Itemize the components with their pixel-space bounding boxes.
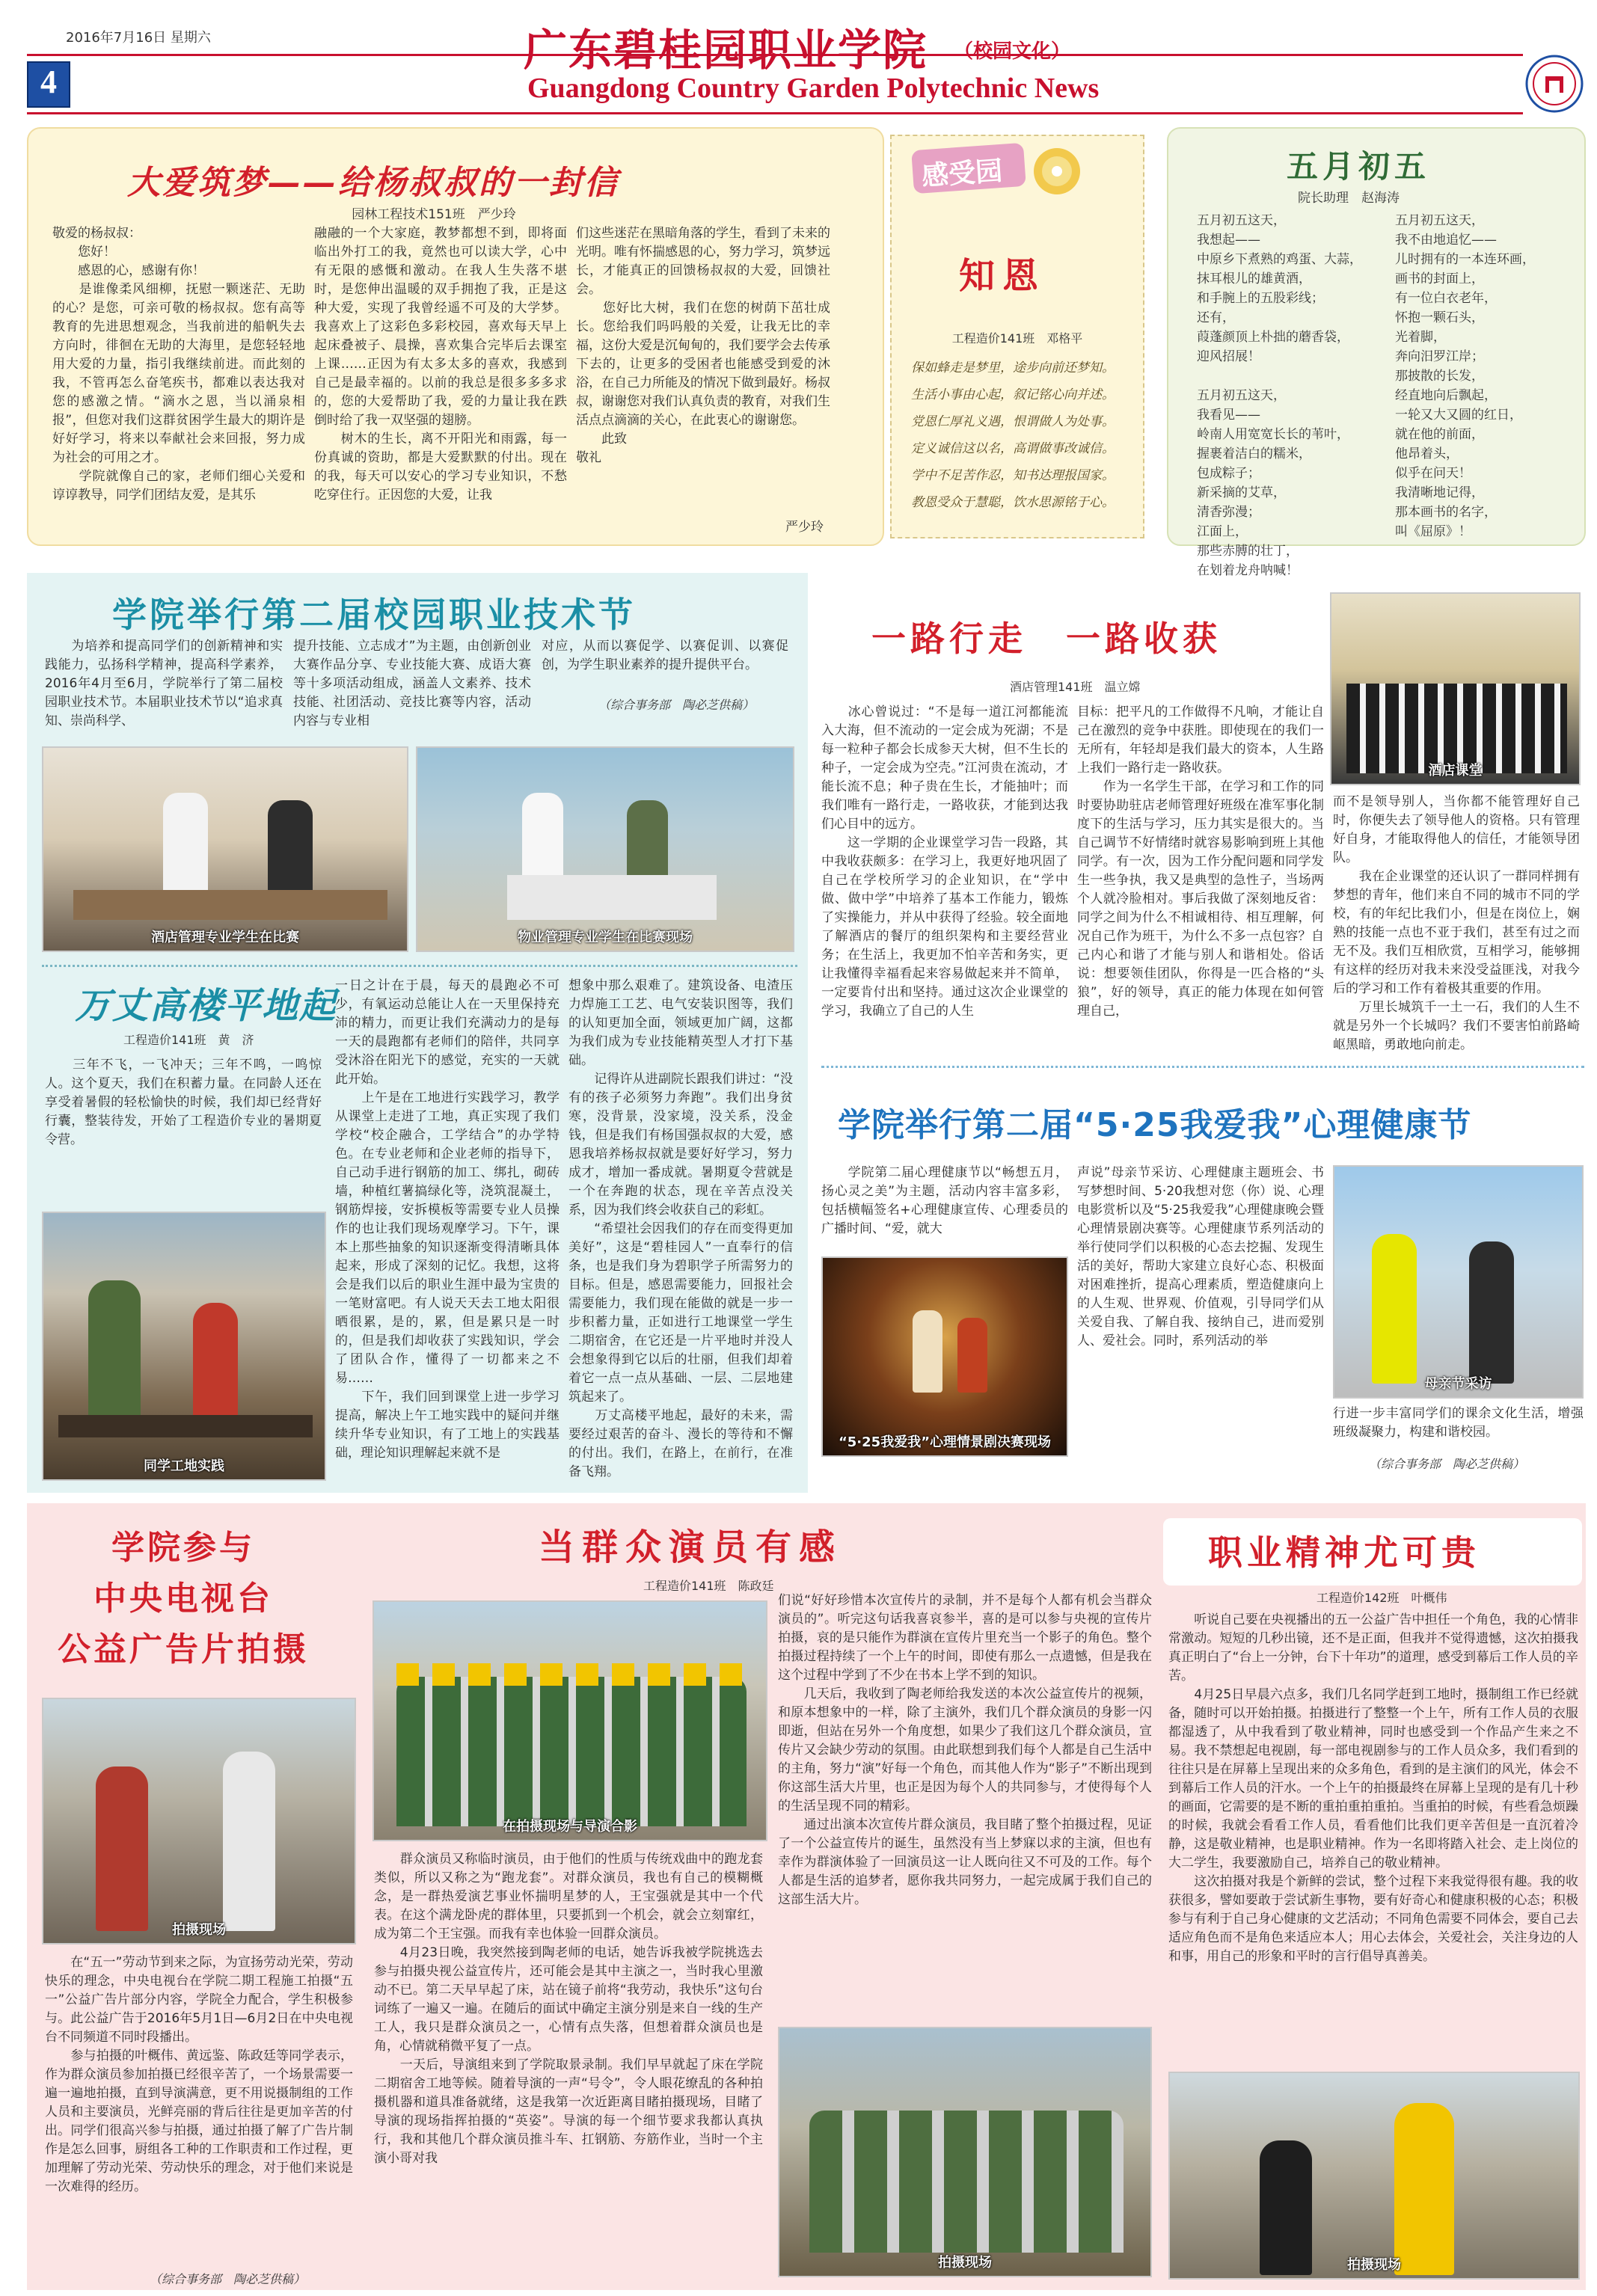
professionalism-byline: 工程造价142班 叶概伟 (1316, 1591, 1447, 1605)
skills-festival-column-1: 为培养和提高同学们的创新精神和实践能力，弘扬科学精神，提高科学素养，2016年4月至6月，学院举行了第二届校园职业技术节。本届职业技术节以“追求真知、崇尚科学、 (45, 639, 283, 728)
section-divider (42, 965, 797, 967)
cctv-title-line: 学院参与 (111, 1529, 255, 1567)
letter-column-1: 敬爱的杨叔叔： 您好！ 感恩的心，感谢有你！ 是谁像柔风细柳，抚慰一颗迷茫、无助的心？是您，可亲可敬的杨叔叔。您有高等教育的先进思想观念，当我前进的船帆失去方向时，徘徊在无助的大海里，是您轻轻地用大爱的力量，指引我继续前进。而此刻的我，不管再怎么奋笔疾书，都难以表达我对您的感激之情。“滴水之恩，当以涌泉相报”，但您对我们这群贫困学生最大的期许是好好学习，将来以奉献社会来回报，努力成为社会的可用之才。 学院就像自己的家，老师们细心关爱和谆谆教导，同学们团结友爱，是其乐 (52, 226, 305, 503)
photo-figure (957, 1318, 987, 1393)
skills-festival-column-3: 对应，从而以赛促学、以赛促训、以赛促创，为学生职业素养的提升提供平台。 (542, 639, 788, 672)
photo-cctv-filming (42, 1698, 356, 1944)
extras-title: 当群众演员有感 (539, 1526, 843, 1568)
photo-hotel-competition (42, 746, 408, 952)
photo-figure (96, 1766, 148, 1931)
mental-health-column-3: 行进一步丰富同学们的课余文化生活，增强班级凝聚力，构建和谐校园。 (1333, 1406, 1584, 1440)
gratitude-byline: 工程造价141班 邓格平 (951, 331, 1083, 346)
gratitude-title: 知恩 (959, 255, 1046, 297)
photo-rebar (58, 1415, 313, 1437)
professionalism-body: 听说自己要在央视播出的五一公益广告中担任一个角色，我的心情非常激动。短短的几秒出镜，还不是正面，但我并不觉得遗憾，这次拍摄我真正明白了“台上一分钟，台下十年功”的道理，感受到幕后工作人员的辛苦。 4月25日早晨六点多，我们几名同学赶到工地时，摄制组工作已经就备，随时可以开始拍摄。拍摄进行了整整一个上午，所有工作人员的衣服都湿透了，从中我看到了敬业精神，同时也感受到一个作品产生来之不易。我不禁想起电视剧，每一部电视剧参与的工作人员众多，我们看到的往往只是在屏幕上呈现出来的众多角色，看到的是主演们的风光，体会不到幕后工作人员的汗水。一个上午的拍摄最终在屏幕上呈现的是有几十秒的画面，它需要的是不断的重拍重拍重拍。当重拍的时候，有些看急烦躁的时候，我就会看看工作人员，看看他们比我们更辛苦但是一直沉着冷静，这是敬业精神，也是职业精神。作为一名即将踏入社会、走上岗位的大二学生，我要激励自己，培养自己的敬业精神。 这次拍摄对我是个新鲜的尝试，整个过程下来我觉得很有趣。我的收获很多，譬如要敢于尝试新生事物，要有好奇心和健康积极的心态；积极参与有利于自己身心健康的文艺活动；不同角色需要不同体会，要自己去适应角色而不是角色来适应本人；用心去体会，关爱社会，关注身边的人和事，用自己的形象和平时的言行倡导真善美。 (1168, 1612, 1578, 1964)
photo-figure (223, 1752, 275, 1931)
photo-caption: 同学工地实践 (144, 1458, 224, 1474)
cctv-title-line: 公益广告片拍摄 (58, 1630, 309, 1669)
mental-health-source: （综合事务部 陶必芝供稿） (1369, 1457, 1525, 1471)
cctv-body: 在“五一”劳动节到来之际，为宣扬劳动光荣，劳动快乐的理念，中央电视台在学院二期工程施工拍摄“五一”公益广告片部分内容，学院全力配合，学生积极参与。此公益广告于2016年5月1日—6月2日在中央电视台不同频道不同时段播出。 参与拍摄的叶概伟、黄远鉴、陈政廷等同学表示，作为群众演员参加拍摄已经很辛苦了，一个场景需要一遍一遍地拍摄，直到导演满意，更不用说摄制组的工作人员和主要演员，光鲜亮丽的背后往往是更加辛苦的付出。同学们很高兴参与拍摄，通过拍摄了解了广告片制作是怎么回事，厨组各工种的工作职责和工作过程，更加理解了劳动光荣、劳动快乐的理念，对于他们来说是一次难得的经历。 (45, 1955, 353, 2194)
cctv-source: （综合事务部 陶必芝供稿） (150, 2272, 306, 2286)
extras-column-2: 们说“好好珍惜本次宣传片的录制，并不是每个人都有机会当群众演员的”。听完这句话我喜哀参半，喜的是可以参与央视的宣传片拍摄，哀的是只能作为群演在宣传片里充当一个影子的角色。整个拍摄过程持续了一个上午的时间，即使有那么一点遗憾，但是我在这个过程中学到了不少在书本上学不到的知识。 几天后，我收到了陶老师给我发送的本次公益宣传片的视频，和原本想象中的一样，除了主演外，我们几个群众演员的身影一闪即逝，但站在另外一个角度想，如果少了我们这几个群众演员，宣传片又会缺少劳动的氛围。由此联想到我们每个人都是自己生活中的主角，努力“演”好每一个角色，而其他人作为“影子”不断出现到你这部生活大片里，也正是因为每个人的共同参与，才使得每个人的生活呈现不同的精彩。 通过出演本次宣传片群众演员，我目睹了整个拍摄过程，见证了一个公益宣传片的诞生，虽然没有当上梦寐以求的主演，但也有幸作为群演体验了一回演员这一让人既向往又不可及的工作。每个人都是生活的追梦者，愿你我共同努力，一起完成属于我们自己的这部生活大片。 (778, 1593, 1152, 1907)
gratitude-line: 学中不足苦作忍，知书达理报国家。 (911, 468, 1115, 483)
photo-mothers-day-interview (1333, 1165, 1584, 1399)
letter-title: 大爱筑梦——给杨叔叔的一封信 (127, 164, 619, 202)
masthead (0, 0, 1597, 118)
letter-byline: 园林工程技术151班 严少玲 (352, 207, 516, 222)
photo-property-competition (416, 746, 794, 952)
photo-caption: 拍摄现场 (1347, 2257, 1401, 2273)
high-rise-title: 万丈高楼平地起 (75, 985, 337, 1027)
extras-byline: 工程造价141班 陈政廷 (643, 1579, 774, 1593)
photo-helmets (396, 1663, 747, 1686)
mental-health-column-1: 学院第二届心理健康节以“畅想五月，扬心灵之美”为主题，活动内容丰富多彩，包括横幅签名+心理健康宣传、心理委员的广播时间、“爱，就大 (821, 1165, 1068, 1236)
skills-festival-column-2: 提升技能、立志成才”为主题，由创新创业大赛作品分享、专业技能大赛、成语大赛等十多项活动组成，涵盖人文素养、技术技能、社团活动、竞技比赛等内容，活动内容与专业相 (293, 639, 531, 728)
dragon-poem-byline: 院长助理 赵海涛 (1298, 191, 1400, 206)
gratitude-line: 定义诚信这以名，高谓做事改诚信。 (911, 441, 1115, 456)
high-rise-column-2: 一日之计在于晨，每天的晨跑必不可少，有氧运动总能让人在一天里保持充沛的精力，而更让我们充满动力的是每一天的晨跑都有老师们的陪伴，共同享受沐浴在阳光下的感觉，充实的一天就此开始。 上午是在工地进行实践学习，教学从课堂上走进了工地，真正实现了我们学校“校企融合，工学结合”的办学特色。在专业老师和企业老师的指导下，自己动手进行钢筋的加工、绑扎，砌砖墙，种植红薯搞绿化等，浇筑混凝土，钢筋焊接，安拆模板等需要专业人员操作的也让我们现场观摩学习。下午，课本上那些抽象的知识逐渐变得清晰具体起来，形成了深刻的记忆。我想，这将会是我们以后的职业生涯中最为宝贵的一笔财富吧。有人说天天去工地太阳很晒很累，是的，累，但是累只是一时的，但是我们却收获了实践知识，学会了团队合作，懂得了一切都来之不易…… 下午，我们回到课堂上进一步学习提高，解决上午工地实践中的疑问并继续升华专业知识，有了工地上的实践基础，理论知识理解起来就不是 (335, 978, 560, 1461)
school-seal-logo (1524, 54, 1584, 114)
mental-health-column-2: 声说”母亲节采访、心理健康主题班会、书写梦想时间、5·20我想对您（你）说、心理电影赏析以及“5·25我爱我”心理健康晚会暨心理情景剧决赛等。心理健康节系列活动的举行使同学们以积极的心态去挖掘、发现生活的美好，帮助大家建立良好心态、积极面对困难挫折，提高心理素质，塑造健康向上的人生观、世界观、价值观，引导同学们从关爱自我、了解自我、接纳自己，进而爱别人、爱社会。同时，系列活动的举 (1077, 1165, 1324, 1348)
mental-health-title: 学院举行第二届“5·25我爱我”心理健康节 (838, 1106, 1472, 1144)
issue-date: 2016年7月16日 星期六 (66, 30, 211, 46)
english-name: Guangdong Country Garden Polytechnic News (527, 73, 1100, 104)
photo-caption: 在拍摄现场与导演合影 (503, 1819, 637, 1835)
cctv-title (45, 1523, 322, 1675)
photo-director-group (373, 1600, 767, 1841)
journey-byline: 酒店管理141班 温立嫦 (1010, 680, 1141, 694)
high-rise-byline: 工程造价141班 黄 济 (123, 1033, 254, 1047)
photo-caption: 拍摄现场 (172, 1922, 226, 1938)
photo-caption: 母亲节采访 (1424, 1376, 1492, 1392)
gratitude-line: 保如蜂走是梦里，途步向前还梦知。 (911, 360, 1115, 375)
letter-column-2: 融融的一个大家庭，教梦都想不到，即将面临出外打工的我，竟然也可以读大学，心中有无限的感慨和激动。在我人生失落不堪时，是您伸出温暖的双手拥抱了我，正是这种大爱，实现了我曾经遥不可及的大学梦。我喜欢上了这彩色多彩校园，喜欢每天早上起床叠被子、晨操，喜欢集合完毕后去课室上课……正因为有太多太多的喜欢，我感到自己是最幸福的。以前的我总是很多多多求的，您的大爱帮助了我，爱的力量让我在跌倒时给了我一双坚强的翅膀。 树木的生长，离不开阳光和雨露，每一份真诚的资助，都是大爱默默的付出。现在的我，每天可以安心的学习专业知识，不愁吃穿住行。正因您的大爱，让我 (314, 226, 567, 503)
photo-table (73, 890, 387, 920)
photo-caption: 酒店管理专业学生在比赛 (151, 930, 299, 945)
photo-extras-filming (778, 2027, 1152, 2277)
photo-professionalism-filming (1168, 2072, 1580, 2280)
section-label: （校园文化） (954, 40, 1071, 63)
photo-caption: 拍摄现场 (938, 2255, 992, 2271)
cctv-title-line: 中央电视台 (94, 1580, 273, 1618)
gratitude-lines (911, 354, 1128, 516)
gratitude-line: 党恩仁厚礼义遇，恨谓做人为处事。 (911, 414, 1115, 429)
gratitude-line: 教恩受众于慧聪，饮水思源铭于心。 (911, 495, 1115, 510)
page-number: 4 (40, 64, 57, 100)
professionalism-title: 职业精神尤可贵 (1208, 1532, 1480, 1573)
photo-figure (88, 1280, 141, 1437)
mental-health-divider (821, 1066, 1584, 1068)
dragon-poem-left: 五月初五这天， 我想起—— 中原乡下煮熟的鸡蛋、大蒜， 抹耳根儿的雄黄酒， 和手腕上的五股彩线； 还有， 葭蓬颜顶上朴拙的蘑香袋， 迎风招展！ 五月初五这天， 我看见—— 岭南人用宽宽长长的苇叶， 握裹着洁白的糯米， 包成粽子； 新采摘的艾草， 清香弥漫； 江面上， 那些赤膊的壮丁， 在划着龙舟呐喊！ (1197, 213, 1362, 578)
photo-group (809, 2111, 1124, 2253)
photo-caption: 物业管理专业学生在比赛现场 (518, 930, 693, 945)
letter-column-3: 们这些迷茫在黑暗角落的学生，看到了未来的光明。唯有怀揣感恩的心，努力学习，筑梦远长，才能真正的回馈杨叔叔的大爱，回馈社会。 您好比大树，我们在您的树荫下茁壮成长。您给我们吗吗般的关爱，让我无比的幸福，这份大爱是沉甸甸的，我们要学会去传承下去的，让更多的受困者也能感受到爱的沐浴，在自己力所能及的情况下做到最好。杨叔叔，谢谢您对我们认真负责的教育，对我们生活点点滴滴的关心，在此衷心的谢谢您。 此致 敬礼 (576, 226, 830, 465)
photo-figure (1394, 2103, 1454, 2275)
school-name: 广东碧桂园职业学院 (524, 25, 928, 76)
photo-caption: 酒店课堂 (1428, 763, 1483, 779)
photo-group (396, 1677, 747, 1826)
photo-construction-site (42, 1212, 326, 1481)
dragon-poem-title: 五月初五 (1287, 148, 1431, 185)
dragon-poem-right: 五月初五这天， 我不由地追忆—— 儿时拥有的一本连环画， 画书的封面上， 有一位白衣老年， 怀抱一颗石头， 光着脚， 奔向汨罗江岸； 那披散的长发， 经直地向后飘起， 一轮又大又圆的红日， 就在他的前面， 他昂着头， 似乎在问天！ 我清晰地记得， 那本画书的名字， 叫《屈原》！ (1395, 213, 1535, 539)
photo-figure (1469, 1241, 1514, 1384)
journey-title: 一路行走 一路收获 (871, 618, 1221, 659)
journey-column-3: 而不是领导别人，当你都不能管理好自己时，你便失去了领导他人的资格。只有管理好自身，才能取得他人的信任，才能领导团队。 我在企业课堂的还认识了一群同样拥有梦想的青年，他们来自不同的城市不同的学校，有的年纪比我们小，但是在岗位上，娴熟的技能一点也不亚于我们，甚至有过之而无不及。我们互相欣赏，互相学习，能够拥有这样的经历对我未来没受益匪浅，对我今后的学习和工作有着极其重要的作用。 万里长城筑千一土一石，我们的人生不就是另外一个长城吗？我们不要害怕前路崎岖黑暗，勇敢地向前走。 (1333, 794, 1580, 1052)
skills-festival-source: （综合事务部 陶必芝供稿） (598, 698, 755, 712)
photo-figure (913, 1310, 942, 1393)
gratitude-banner-text: 感受园 (920, 156, 1004, 192)
photo-figure (1372, 1234, 1417, 1384)
photo-hotel-classroom (1330, 592, 1581, 785)
photo-table (507, 875, 717, 920)
journey-column-2: 目标：把平凡的工作做得不凡响，才能让自己在激烈的竞争中获胜。即使现在的我们一无所有，年轻却是我们最大的资本，人生路上我们一路行走一路收获。 作为一名学生干部，在学习和工作的同时要协助驻店老师管理好班级在准军事化制度下的生活与学习，压力其实是很大的。当自己调节不好情绪时就容易影响到班上其他同学。有一次，因为工作分配问题和同学发生一些争执，我又是典型的急性子，当场两个人就冷脸相对。事后我做了深刻地反省：同学之间为什么不相诚相待、相互理解，何况自己作为班干，为什么不多一点包容？自己内心和谐了才能与别人和谐相处。俗话说：想要领佳团队，你得是一匹合格的“头狼”，好的领导，真正的能力体现在如何管理自己， (1077, 705, 1324, 1019)
masthead-line-bottom (27, 112, 1523, 114)
extras-column-1: 群众演员又称临时演员，由于他们的性质与传统戏曲中的跑龙套类似，所以又称之为“跑龙套”。对群众演员，我也有自己的模糊概念，是一群热爱演艺事业怀揣明星梦的人，王宝强就是其中一个代表。在这个满龙卧虎的群体里，只要抓到一个机会，就会立刻窜红，成为第二个王宝强。而我有幸也体验一回群众演员。 4月23日晚，我突然接到陶老师的电话，她告诉我被学院挑选去参与拍摄央视公益宣传片，还可能会是其中主演之一，当时我心里激动不已。第二天早早起了床，站在镜子前将“我劳动，我快乐”这句台词练了一遍又一遍。在随后的面试中确定主演分别是来自一线的生产工人，我只是群众演员之一，心情有点失落，但想着群众演员也是角，心情就稍微平复了一点。 一天后，导演组来到了学院取景录制。我们早早就起了床在学院二期宿舍工地等候。随着导演的一声“号令”，令人眼花缭乱的各种拍摄机器和道具准备就绪，这是我第一次近距离目睹拍摄现场，目睹了导演的现场指挥拍摄的“英姿”。导演的每一个细节要求我都认真执行，我和其他几个群众演员推斗车、扛钢筋、夯筋作业，当时一个主演小哥对我 (374, 1852, 763, 2166)
skills-festival-title: 学院举行第二届校园职业技术节 (112, 595, 636, 635)
photo-psychodrama (821, 1256, 1068, 1457)
decorative-disc-icon (1032, 147, 1082, 196)
high-rise-column-1: 三年不飞，一飞冲天；三年不鸣，一鸣惊人。这个夏天，我们在积蓄力量。在同龄人还在享受着暑假的轻松愉快的时候，我们却已经背好行囊，整装待发，开始了工程造价专业的暑期夏令营。 (45, 1058, 322, 1147)
journey-column-1: 冰心曾说过：“不是每一道江河都能流入大海，但不流动的一定会成为死湖；不是每一粒种子都会长成参天大树，但不生长的种子，一定会成为空壳。”江河贵在流动，才能长流不息；种子贵在生长，才能抽叶；而我们唯有一路行走，一路收获，才能到达我们心目中的远方。 这一学期的企业课堂学习告一段路，其中我收获颇多：在学习上，我更好地巩固了自己在学校所学习的企业知识，在“学中做、做中学”中培养了基本工作能力，锻炼了实操能力，并从中获得了经验。较全面地了解酒店的餐厅的组织架构和主要经营业务；在生活上，我更加不怕辛苦和务实，更让我懂得幸福看起来容易做起来并不简单，一定要肯付出和坚持。通过这次企业课堂的学习，我确立了自己的人生 (821, 705, 1068, 1019)
photo-caption: “5·25我爱我”心理情景剧决赛现场 (838, 1434, 1052, 1450)
high-rise-column-3: 想象中那么艰难了。建筑设备、电渣压力焊施工工艺、电气安装识图等，我们的认知更加全面，领域更加广阔，这都为我们成为专业技能精英型人才打下基础。 记得许从进副院长跟我们讲过：“没有的孩子必须努力奔跑”。我们出身贫寒，没背景，没家境，没关系，没金钱，但是我们有杨国强叔叔的大爱，感恩我培养杨叔叔就是要好好学习，努力成才，增加一番成就。暑期夏令营就是一个在奔跑的状态，现在辛苦点没关系，因为我们终会收获自己的彩虹。 “希望社会因我们的存在而变得更加美好”，这是“碧桂园人”一直奉行的信条，也是我们身为碧职学子所需努力的目标。但是，感恩需要能力，回报社会需要能力，我们现在能做的就是一步一步积蓄力量，正如进行工地课堂一学生二期宿舍，在它还是一片平地时并没人会想象得到它以后的壮丽，但我们却着着它一点一点从基础、一层、二层地建筑起来了。 万丈高楼平地起，最好的未来，需要经过艰苦的奋斗、漫长的等待和不懈的付出。我们，在路上，在前行，在准备飞翔。 (568, 978, 793, 1479)
gratitude-line: 生活小事由心起，叙记铭心向并述。 (911, 387, 1115, 402)
letter-signature: 严少玲 (785, 520, 824, 535)
